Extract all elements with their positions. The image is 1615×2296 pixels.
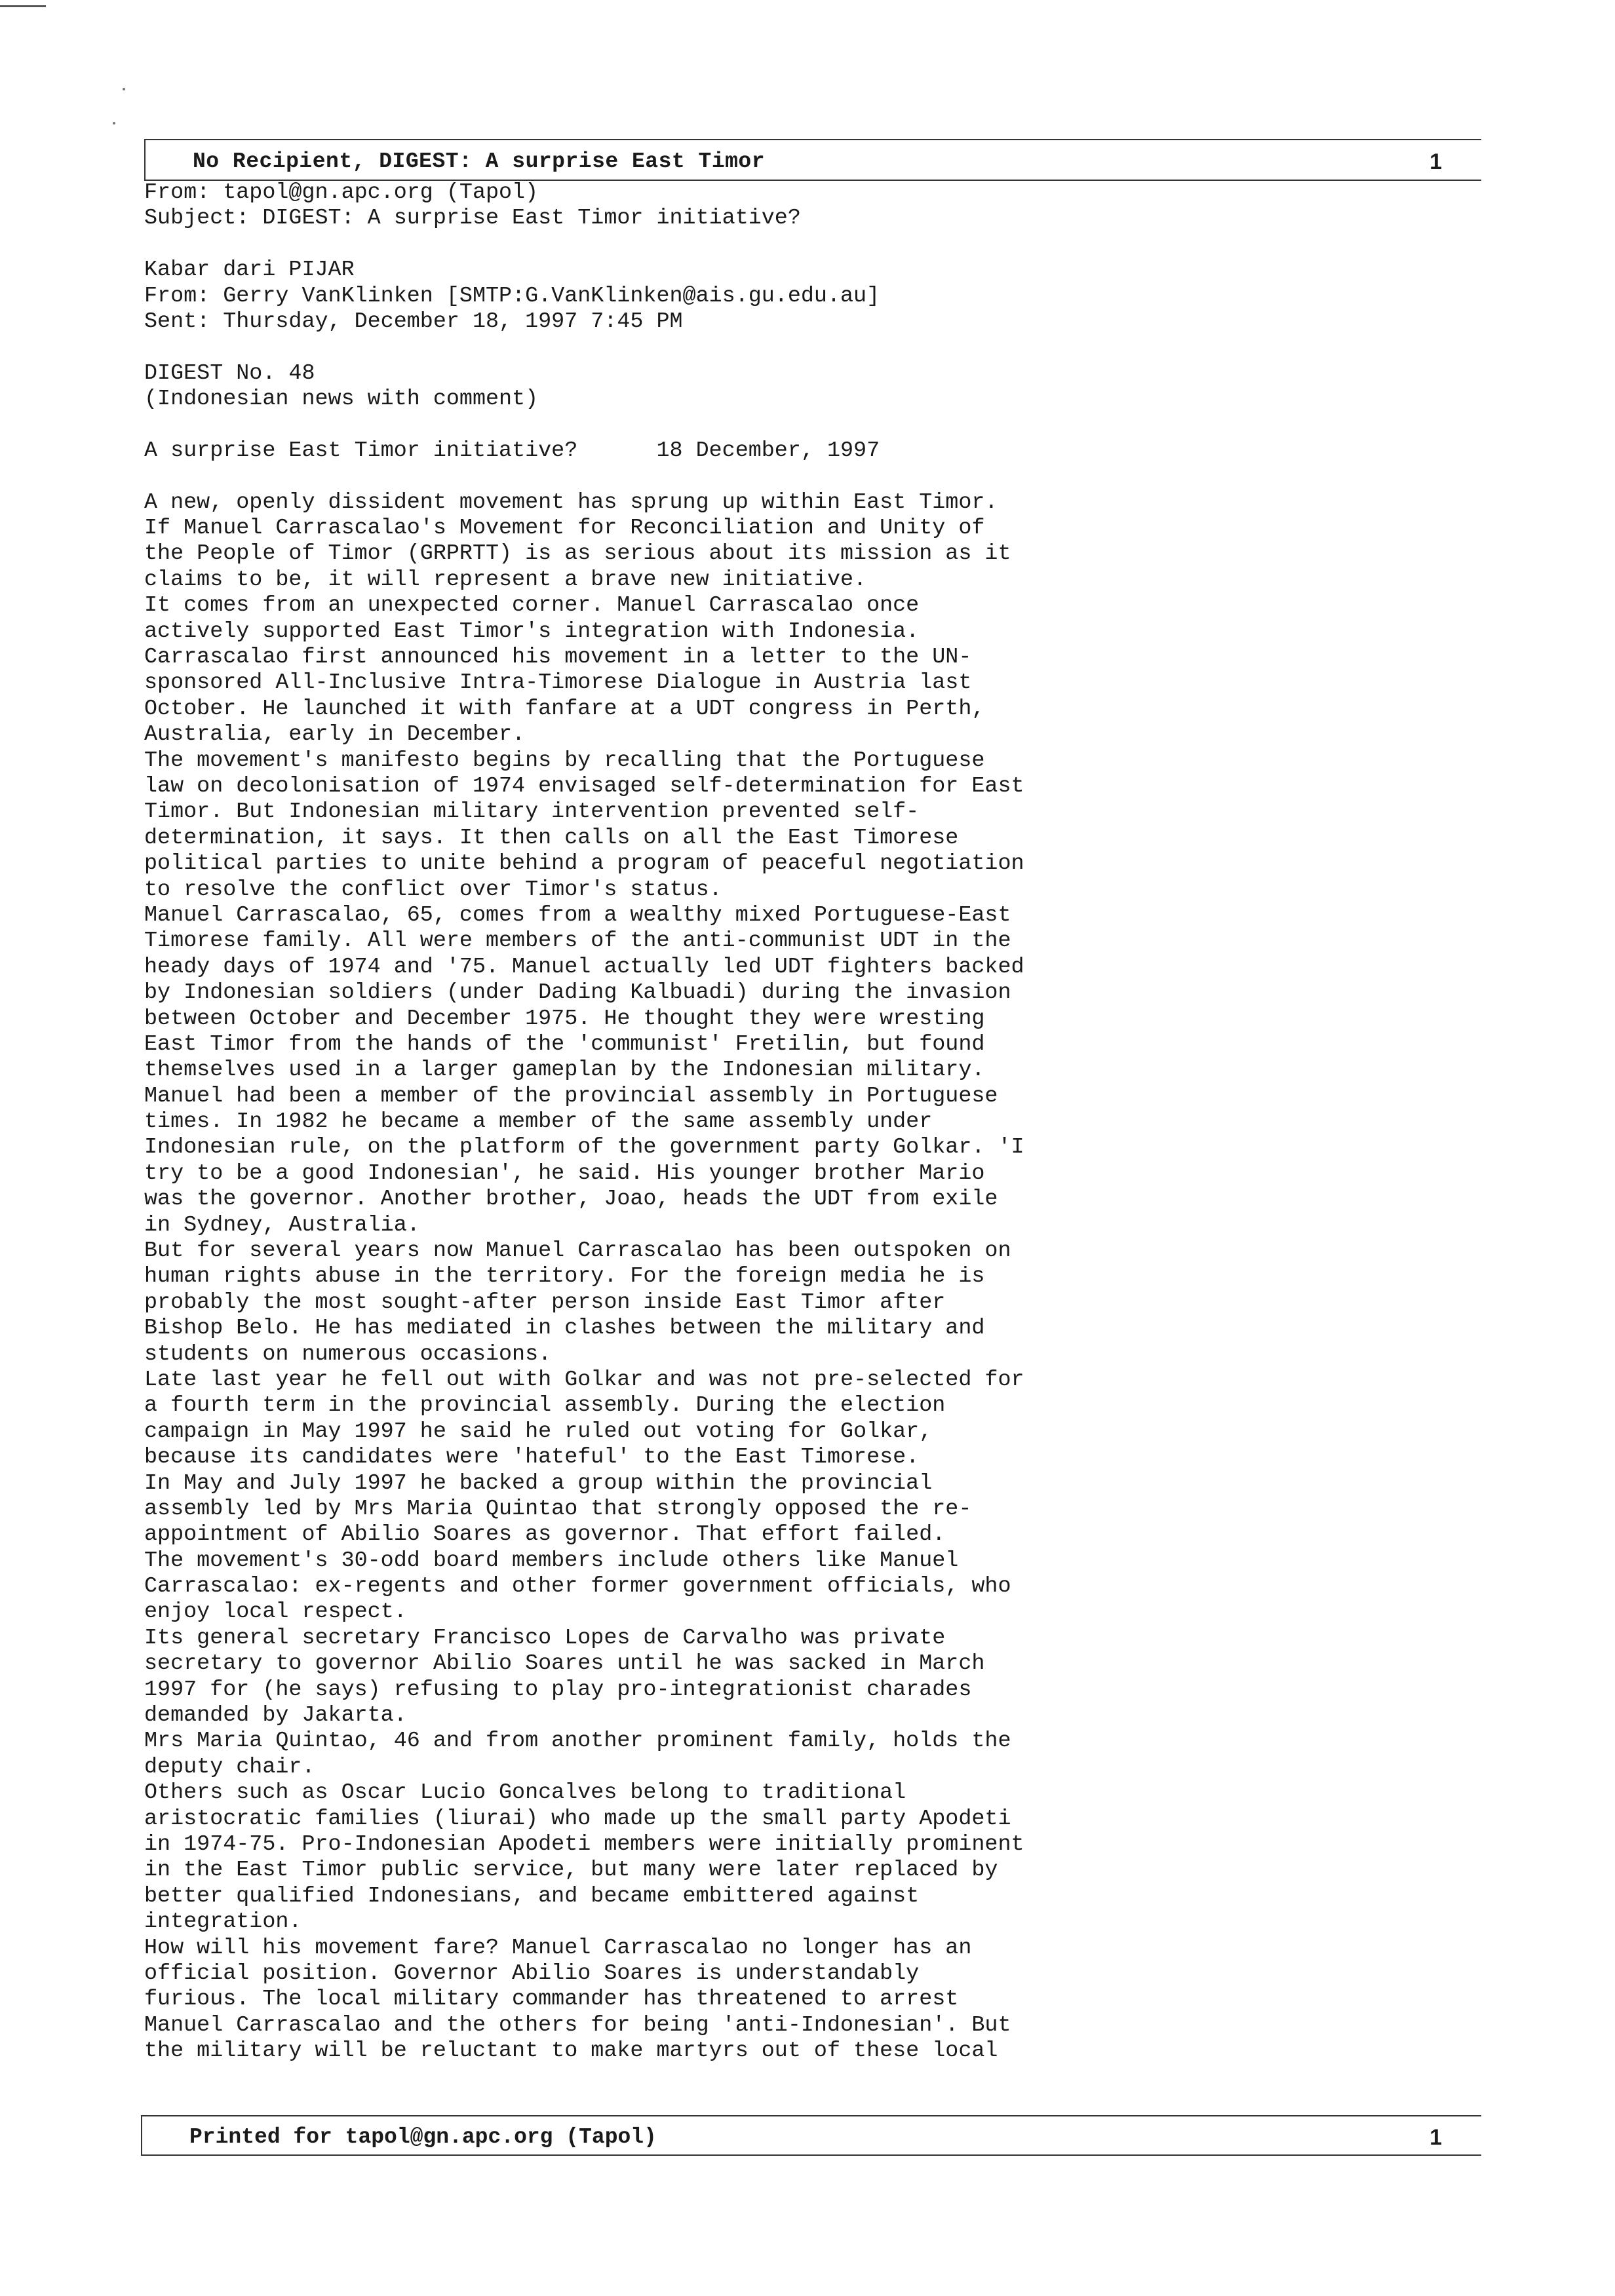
body-line: better qualified Indonesians, and became embittered against — [144, 1883, 920, 1909]
body-line: In May and July 1997 he backed a group within the provincial — [144, 1470, 933, 1496]
body-line: sponsored All-Inclusive Intra-Timorese Dialogue in Austria last — [144, 670, 972, 696]
body-line: political parties to unite behind a program of peaceful negotiation — [144, 851, 1024, 877]
body-line: official position. Governor Abilio Soares is understandably — [144, 1961, 920, 1986]
body-line: Sent: Thursday, December 18, 1997 7:45 PM — [144, 309, 683, 334]
body-line: furious. The local military commander has threatened to arrest — [144, 1987, 959, 2012]
body-line: A surprise East Timor initiative? 18 December, 1997 — [144, 438, 880, 463]
body-line: a fourth term in the provincial assembly. During the election — [144, 1393, 946, 1419]
body-line: Bishop Belo. He has mediated in clashes between the military and — [144, 1316, 985, 1341]
page-header — [144, 139, 1481, 181]
scan-speck — [113, 122, 115, 124]
body-line: Australia, early in December. — [144, 722, 526, 748]
body-line: Manuel Carrascalao and the others for being 'anti-Indonesian'. But — [144, 2012, 1011, 2038]
body-line: appointment of Abilio Soares as governor. That effort failed. — [144, 1522, 946, 1548]
body-line: (Indonesian news with comment) — [144, 387, 539, 412]
body-line: in Sydney, Australia. — [144, 1212, 420, 1238]
body-line: times. In 1982 he became a member of the same assembly under — [144, 1109, 933, 1135]
body-line: by Indonesian soldiers (under Dading Kalbuadi) during the invasion — [144, 980, 1011, 1006]
body-line — [144, 232, 1475, 258]
body-line: East Timor from the hands of the 'communist' Fretilin, but found — [144, 1031, 985, 1057]
body-line: Timorese family. All were members of the anti-communist UDT in the — [144, 928, 1011, 954]
body-line: integration. — [144, 1909, 302, 1935]
body-line: Kabar dari PIJAR — [144, 258, 355, 283]
body-line: Mrs Maria Quintao, 46 and from another prominent family, holds the — [144, 1729, 1011, 1754]
scan-speck — [123, 88, 125, 90]
body-line — [144, 413, 1475, 438]
body-line: claims to be, it will represent a brave new initiative. — [144, 567, 867, 592]
body-line: A new, openly dissident movement has sprung up within East Timor. — [144, 489, 998, 515]
body-line: Manuel had been a member of the provincial assembly in Portuguese — [144, 1083, 998, 1109]
body-line: enjoy local respect. — [144, 1599, 407, 1625]
body-line: Indonesian rule, on the platform of the government party Golkar. 'I — [144, 1135, 1024, 1160]
body-line: Others such as Oscar Lucio Goncalves belong to traditional — [144, 1780, 906, 1806]
body-line: human rights abuse in the territory. For the foreign media he is — [144, 1264, 985, 1290]
body-line: Subject: DIGEST: A surprise East Timor initiative? — [144, 206, 801, 231]
body-line — [144, 335, 1475, 360]
body-line: the military will be reluctant to make martyrs out of these local — [144, 2038, 998, 2064]
body-line: try to be a good Indonesian', he said. His younger brother Mario — [144, 1160, 985, 1186]
body-line: Its general secretary Francisco Lopes de Carvalho was private — [144, 1625, 946, 1651]
body-line: If Manuel Carrascalao's Movement for Reconciliation and Unity of — [144, 516, 985, 541]
body-line: themselves used in a larger gameplan by the Indonesian military. — [144, 1058, 985, 1083]
footer-page-number: 1 — [1430, 2125, 1442, 2150]
body-line: deputy chair. — [144, 1754, 315, 1780]
body-line: secretary to governor Abilio Soares until he was sacked in March — [144, 1651, 985, 1677]
body-line: aristocratic families (liurai) who made up the small party Apodeti — [144, 1806, 1011, 1831]
body-line: campaign in May 1997 he said he ruled out voting for Golkar, — [144, 1419, 933, 1444]
body-line: From: tapol@gn.apc.org (Tapol) — [144, 180, 539, 205]
body-line: DIGEST No. 48 — [144, 360, 315, 386]
header-page-number: 1 — [1430, 149, 1442, 174]
body-line: But for several years now Manuel Carrascalao has been outspoken on — [144, 1238, 1011, 1264]
body-line: The movement's manifesto begins by recalling that the Portuguese — [144, 748, 985, 773]
body-line: to resolve the conflict over Timor's status. — [144, 877, 722, 902]
page-footer — [141, 2115, 1481, 2156]
footer-title: Printed for tapol@gn.apc.org (Tapol) — [189, 2125, 657, 2149]
body-line: heady days of 1974 and '75. Manuel actually led UDT fighters backed — [144, 954, 1024, 980]
scan-edge-mark — [0, 5, 46, 7]
body-line: the People of Timor (GRPRTT) is as serious about its mission as it — [144, 541, 1011, 567]
message-body — [144, 180, 1475, 2065]
body-line: students on numerous occasions. — [144, 1341, 552, 1367]
body-line: in the East Timor public service, but many were later replaced by — [144, 1858, 998, 1883]
body-line: in 1974-75. Pro-Indonesian Apodeti members were initially prominent — [144, 1832, 1024, 1857]
body-line: because its candidates were 'hateful' to the East Timorese. — [144, 1445, 920, 1470]
body-line: determination, it says. It then calls on all the East Timorese — [144, 825, 959, 851]
body-line: Carrascalao first announced his movement in a letter to the UN- — [144, 645, 972, 670]
body-line: It comes from an unexpected corner. Manuel Carrascalao once — [144, 593, 920, 619]
body-line: actively supported East Timor's integration with Indonesia. — [144, 619, 920, 644]
body-line: October. He launched it with fanfare at a UDT congress in Perth, — [144, 696, 985, 721]
header-title: No Recipient, DIGEST: A surprise East Timor — [193, 149, 766, 174]
body-line: demanded by Jakarta. — [144, 1703, 407, 1729]
body-line — [144, 464, 1475, 489]
body-line: How will his movement fare? Manuel Carrascalao no longer has an — [144, 1935, 972, 1961]
body-line: Manuel Carrascalao, 65, comes from a wealthy mixed Portuguese-East — [144, 902, 1011, 928]
body-line: The movement's 30-odd board members include others like Manuel — [144, 1548, 959, 1573]
body-line: Carrascalao: ex-regents and other former government officials, who — [144, 1574, 1011, 1599]
body-line: between October and December 1975. He thought they were wresting — [144, 1006, 985, 1031]
body-line: probably the most sought-after person inside East Timor after — [144, 1290, 946, 1315]
body-line: From: Gerry VanKlinken [SMTP:G.VanKlinken@ais.gu.edu.au] — [144, 283, 880, 309]
body-line: 1997 for (he says) refusing to play pro-integrationist charades — [144, 1677, 972, 1702]
body-line: law on decolonisation of 1974 envisaged self-determination for East — [144, 773, 1024, 799]
body-line: Late last year he fell out with Golkar and was not pre-selected for — [144, 1367, 1024, 1392]
body-line: Timor. But Indonesian military intervention prevented self- — [144, 799, 920, 825]
body-line: was the governor. Another brother, Joao, heads the UDT from exile — [144, 1187, 998, 1212]
body-line: assembly led by Mrs Maria Quintao that strongly opposed the re- — [144, 1496, 972, 1521]
